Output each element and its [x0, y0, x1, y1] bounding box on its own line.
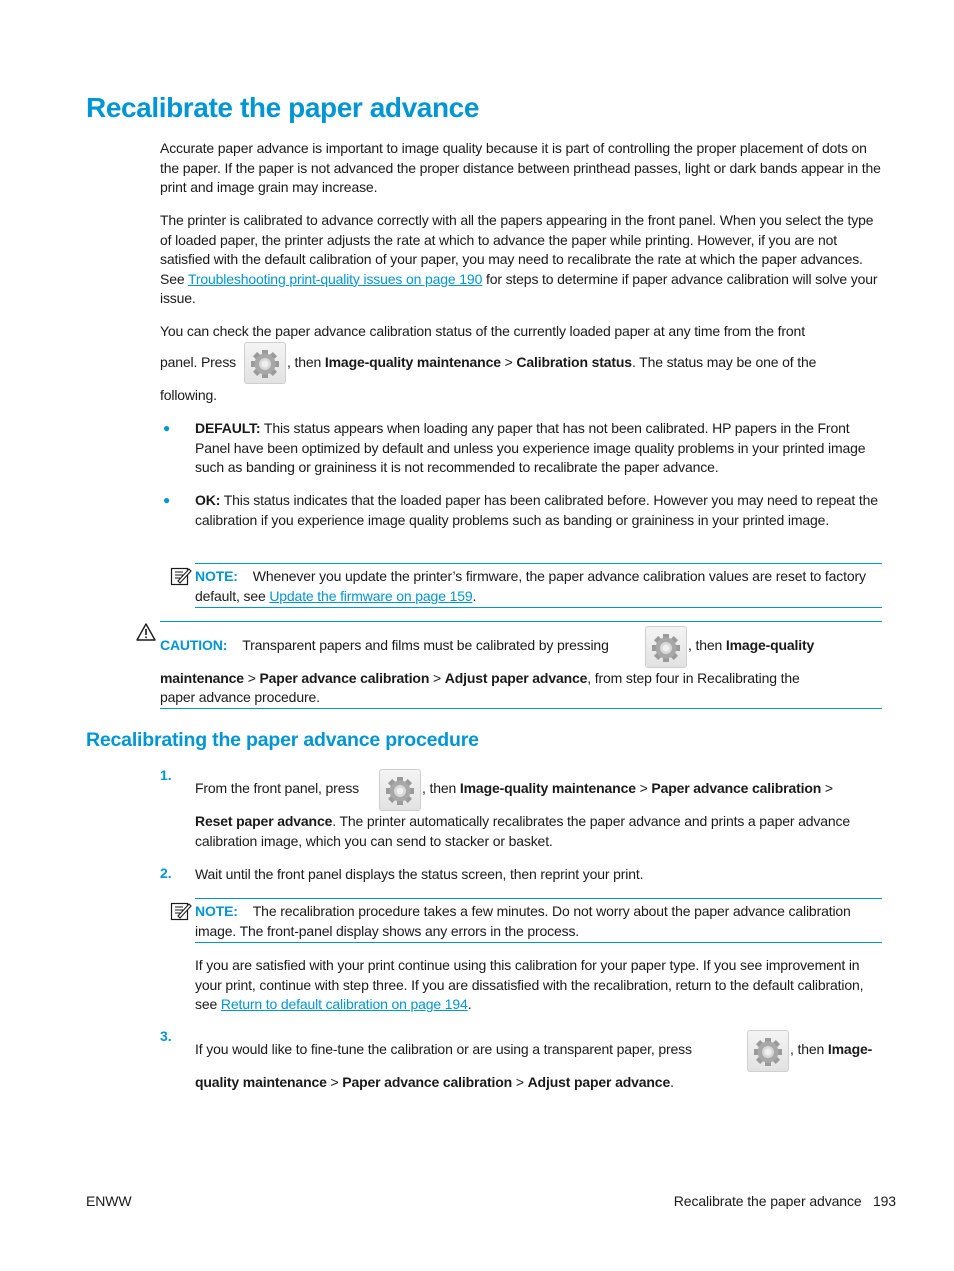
step-3-text: If you would like to fine-tune the calibration or are using a transparent paper, press: [195, 1041, 692, 1057]
caution-label: CAUTION:: [160, 637, 228, 653]
step-number: 3.: [160, 1028, 172, 1044]
note-1-body: Whenever you update the printer’s firmware, the paper advance calibration values are reset to factory default, see: [195, 568, 866, 604]
update-firmware-link[interactable]: Update the firmware on page 159: [269, 587, 473, 604]
separator: >: [330, 1074, 339, 1090]
step-1-continued: [195, 812, 885, 851]
caution-line-3: paper advance procedure.: [160, 689, 320, 705]
step-1-rest: . The printer automatically recalibrates the paper advance and prints a paper advance calibration image, which you can send to stacker or basket.: [195, 813, 850, 849]
status-line-3: following.: [160, 387, 217, 403]
settings-gear-icon[interactable]: [379, 769, 421, 811]
step-number: 2.: [160, 865, 172, 881]
menu-image: Image-: [827, 1041, 873, 1057]
footer-right: [674, 1193, 896, 1209]
bullet-ok: [195, 491, 885, 530]
bullet-ok-text: This status indicates that the loaded paper has been calibrated before. However you may need to repeat the calibration if you experience image quality problems such as banding or graininess in your printed image.: [195, 492, 878, 528]
caution-triangle-icon: [136, 623, 156, 641]
then-text: , then: [422, 780, 457, 796]
menu-paper-advance-calibration: Paper advance calibration: [651, 780, 822, 796]
page-title: Recalibrate the paper advance: [86, 92, 480, 123]
then-text: , then: [287, 354, 322, 370]
bullet-default: [195, 419, 885, 478]
note-icon: [170, 901, 192, 921]
note-bottom-rule: [195, 607, 882, 608]
then-text: , then: [688, 637, 723, 653]
separator: >: [824, 780, 833, 796]
caution-line-1: [160, 636, 609, 656]
status-line-2-rest: [287, 353, 816, 373]
settings-gear-icon[interactable]: [244, 342, 286, 384]
caution-top-rule: [160, 621, 882, 622]
note-1-period: .: [472, 587, 477, 604]
separator: >: [504, 354, 513, 370]
step-3-menu-line: [195, 1073, 674, 1093]
note-top-rule: [195, 898, 882, 899]
note-2-text: [195, 902, 885, 941]
step-3-period: .: [670, 1074, 674, 1090]
note-label: NOTE:: [195, 568, 238, 584]
step-1-menu-line: [422, 779, 833, 799]
separator: >: [433, 670, 442, 686]
troubleshooting-link[interactable]: Troubleshooting print-quality issues on page 190: [187, 270, 483, 287]
section-title: Recalibrating the paper advance procedure: [86, 729, 479, 751]
separator: >: [515, 1074, 524, 1090]
note-label: NOTE:: [195, 903, 238, 919]
step-2-text: Wait until the front panel displays the status screen, then reprint your print.: [195, 866, 644, 882]
menu-paper-advance-calibration: Paper advance calibration: [259, 670, 430, 686]
step-number: 1.: [160, 767, 172, 783]
footer-left: ENWW: [86, 1193, 132, 1209]
note-1-text: [195, 567, 885, 606]
satisfied-period: .: [467, 996, 472, 1012]
menu-adjust-paper-advance: Adjust paper advance: [527, 1074, 671, 1090]
menu-quality-maintenance: quality maintenance: [195, 1074, 327, 1090]
step-1-text: From the front panel, press: [195, 780, 360, 796]
satisfied-text: If you are satisfied with your print continue using this calibration for your paper type. If you see improvement in your print, continue with step three. If you are dissatisfied with the recalibration, return to the default calibration, see: [195, 957, 864, 1012]
bullet-default-label: DEFAULT:: [195, 420, 261, 436]
bullet-default-text: This status appears when loading any paper that has not been calibrated. HP papers in the Front Panel have been optimized by default and unless you experience image quality problems in your printed image such as banding or graininess it is not recommended to recalibrate the paper advance.: [195, 420, 866, 475]
note-icon: [170, 566, 192, 586]
menu-image-quality: Image-quality: [725, 637, 815, 653]
menu-paper-advance-calibration: Paper advance calibration: [342, 1074, 513, 1090]
note-2-body: The recalibration procedure takes a few minutes. Do not worry about the paper advance calibration image. The front-panel display shows any errors in the process.: [195, 903, 851, 939]
intro-p2-text-after: for steps to determine if paper advance calibration will solve your issue.: [160, 270, 878, 306]
menu-reset-paper-advance: Reset paper advance: [195, 813, 333, 829]
note-top-rule: [195, 563, 882, 564]
return-default-calibration-link[interactable]: Return to default calibration on page 194: [220, 996, 468, 1012]
bullet-icon: ●: [163, 493, 171, 507]
note-bottom-rule: [195, 942, 882, 943]
then-text: , then: [790, 1041, 825, 1057]
separator: >: [639, 780, 648, 796]
satisfied-paragraph: [195, 956, 885, 1015]
menu-maintenance: maintenance: [160, 670, 244, 686]
menu-image-quality-maintenance: Image-quality maintenance: [459, 780, 636, 796]
settings-gear-icon[interactable]: [645, 626, 687, 668]
menu-calibration-status: Calibration status: [516, 354, 632, 370]
intro-paragraph-2: [160, 211, 885, 309]
caution-rest-text: , from step four in Recalibrating the: [587, 670, 800, 686]
caution-line-1-rest: [688, 636, 814, 656]
intro-paragraph-1: Accurate paper advance is important to image quality because it is part of controlling the proper placement of dots on the paper. If the paper is not advanced the proper distance between printhead passes, light or dark bands appear in the print and image grain may increase.: [160, 140, 881, 195]
settings-gear-icon[interactable]: [747, 1030, 789, 1072]
intro-p2-text: The printer is calibrated to advance correctly with all the papers appearing in the front panel. When you select the type of loaded paper, the printer adjusts the rate at which to advance the paper while printing. However, if you are not satisfied with the default calibration of your paper, you may need to recalibrate the rate at which the paper advances. See: [160, 212, 874, 287]
menu-adjust-paper-advance: Adjust paper advance: [444, 670, 588, 686]
status-line-2-press: panel. Press: [160, 354, 237, 370]
status-rest-text: . The status may be one of the: [631, 354, 817, 370]
page-number: 193: [872, 1193, 896, 1209]
step-3-then: [790, 1040, 872, 1060]
menu-image-quality-maintenance: Image-quality maintenance: [324, 354, 501, 370]
bullet-icon: ●: [163, 421, 171, 435]
status-line-1: You can check the paper advance calibration status of the currently loaded paper at any time from the front: [160, 323, 805, 339]
separator: >: [247, 670, 256, 686]
caution-text: Transparent papers and films must be calibrated by pressing: [242, 637, 609, 653]
footer-section-title: Recalibrate the paper advance: [673, 1193, 862, 1209]
bullet-ok-label: OK:: [195, 492, 221, 508]
caution-bottom-rule: [160, 708, 882, 709]
caution-line-2: [160, 669, 800, 689]
